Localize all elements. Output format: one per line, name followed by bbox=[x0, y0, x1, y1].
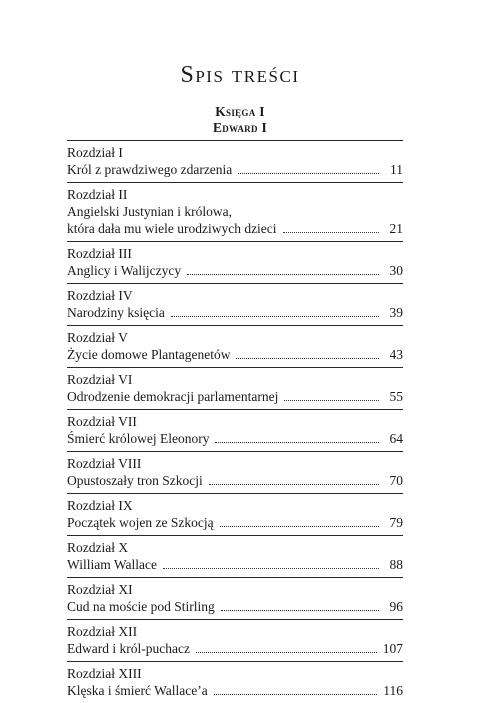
dot-leader bbox=[284, 400, 379, 401]
toc-entry bbox=[67, 661, 403, 703]
dot-leader bbox=[171, 316, 379, 317]
chapter-number: Rozdział VII bbox=[67, 414, 137, 429]
page-number: 64 bbox=[389, 431, 403, 446]
dot-leader bbox=[236, 358, 379, 359]
chapter-title: Odrodzenie demokracji parlamentarnej bbox=[67, 389, 279, 404]
chapter-number: Rozdział V bbox=[67, 330, 128, 345]
chapter-number: Rozdział X bbox=[67, 540, 129, 555]
book-name: Edward I bbox=[212, 120, 268, 135]
toc-entry bbox=[67, 325, 403, 367]
chapter-number: Rozdział III bbox=[67, 246, 132, 261]
page-number: 30 bbox=[389, 263, 403, 278]
chapter-number: Rozdział I bbox=[67, 145, 123, 160]
toc-entry bbox=[67, 577, 403, 619]
toc-entry bbox=[67, 140, 403, 182]
chapter-title: Życie domowe Plantagenetów bbox=[67, 347, 231, 362]
dot-leader bbox=[283, 232, 379, 233]
page-number: 107 bbox=[382, 641, 403, 656]
chapter-title-row bbox=[67, 346, 403, 363]
chapter-title-row bbox=[67, 472, 403, 489]
chapter-title-row bbox=[67, 682, 403, 699]
chapter-title: Początek wojen ze Szkocją bbox=[67, 515, 214, 530]
toc-entry bbox=[67, 241, 403, 283]
page-number: 96 bbox=[389, 599, 403, 614]
chapter-title: Narodziny księcia bbox=[67, 305, 165, 320]
page-title: Spis treści bbox=[180, 62, 300, 88]
chapter-title-row bbox=[67, 514, 403, 531]
chapter-title-row bbox=[67, 220, 403, 237]
table-of-contents bbox=[67, 140, 403, 703]
chapter-number: Rozdział II bbox=[67, 187, 128, 202]
toc-entry bbox=[67, 367, 403, 409]
chapter-number: Rozdział XII bbox=[67, 624, 138, 639]
chapter-title: Anglicy i Walijczycy bbox=[67, 263, 182, 278]
page-number: 88 bbox=[389, 557, 403, 572]
chapter-title: Edward i król-puchacz bbox=[67, 641, 190, 656]
chapter-title: która dała mu wiele urodziwych dzieci bbox=[67, 221, 277, 236]
page-number: 43 bbox=[389, 347, 403, 362]
chapter-title: Cud na moście pod Stirling bbox=[67, 599, 215, 614]
toc-entry bbox=[67, 493, 403, 535]
page-number: 21 bbox=[389, 221, 403, 236]
chapter-title: Klęska i śmierć Wallace’a bbox=[67, 683, 208, 698]
dot-leader bbox=[187, 274, 379, 275]
dot-leader bbox=[221, 610, 379, 611]
chapter-title: Śmierć królowej Eleonory bbox=[67, 431, 210, 446]
chapter-title-row bbox=[67, 262, 403, 279]
chapter-number: Rozdział VI bbox=[67, 372, 133, 387]
page-number: 70 bbox=[389, 473, 403, 488]
page-number: 39 bbox=[389, 305, 403, 320]
chapter-title: Opustoszały tron Szkocji bbox=[67, 473, 203, 488]
page-number: 11 bbox=[390, 162, 403, 177]
chapter-title-row bbox=[67, 598, 403, 615]
page-number: 116 bbox=[383, 683, 403, 698]
chapter-title-row bbox=[67, 556, 403, 573]
dot-leader bbox=[238, 173, 379, 174]
chapter-title-row bbox=[67, 388, 403, 405]
dot-leader bbox=[196, 652, 377, 653]
chapter-title: William Wallace bbox=[67, 557, 157, 572]
chapter-title-row bbox=[67, 640, 403, 657]
dot-leader bbox=[220, 526, 379, 527]
dot-leader bbox=[215, 442, 379, 443]
page-number: 55 bbox=[389, 389, 403, 404]
chapter-title-row bbox=[67, 161, 403, 178]
book-heading bbox=[0, 104, 480, 136]
chapter-number: Rozdział XI bbox=[67, 582, 133, 597]
chapter-number: Rozdział IX bbox=[67, 498, 133, 513]
dot-leader bbox=[214, 694, 378, 695]
toc-entry bbox=[67, 409, 403, 451]
page-number: 79 bbox=[389, 515, 403, 530]
book-label: Księga I bbox=[215, 104, 265, 119]
chapter-title-line: Angielski Justynian i królowa, bbox=[67, 204, 232, 219]
chapter-number: Rozdział VIII bbox=[67, 456, 142, 471]
chapter-number: Rozdział IV bbox=[67, 288, 133, 303]
toc-entry bbox=[67, 619, 403, 661]
toc-entry bbox=[67, 451, 403, 493]
dot-leader bbox=[163, 568, 379, 569]
chapter-title-row bbox=[67, 304, 403, 321]
toc-entry bbox=[67, 182, 403, 241]
chapter-number: Rozdział XIII bbox=[67, 666, 142, 681]
toc-entry bbox=[67, 535, 403, 577]
dot-leader bbox=[209, 484, 379, 485]
toc-entry bbox=[67, 283, 403, 325]
chapter-title-row bbox=[67, 430, 403, 447]
chapter-title: Król z prawdziwego zdarzenia bbox=[67, 162, 233, 177]
